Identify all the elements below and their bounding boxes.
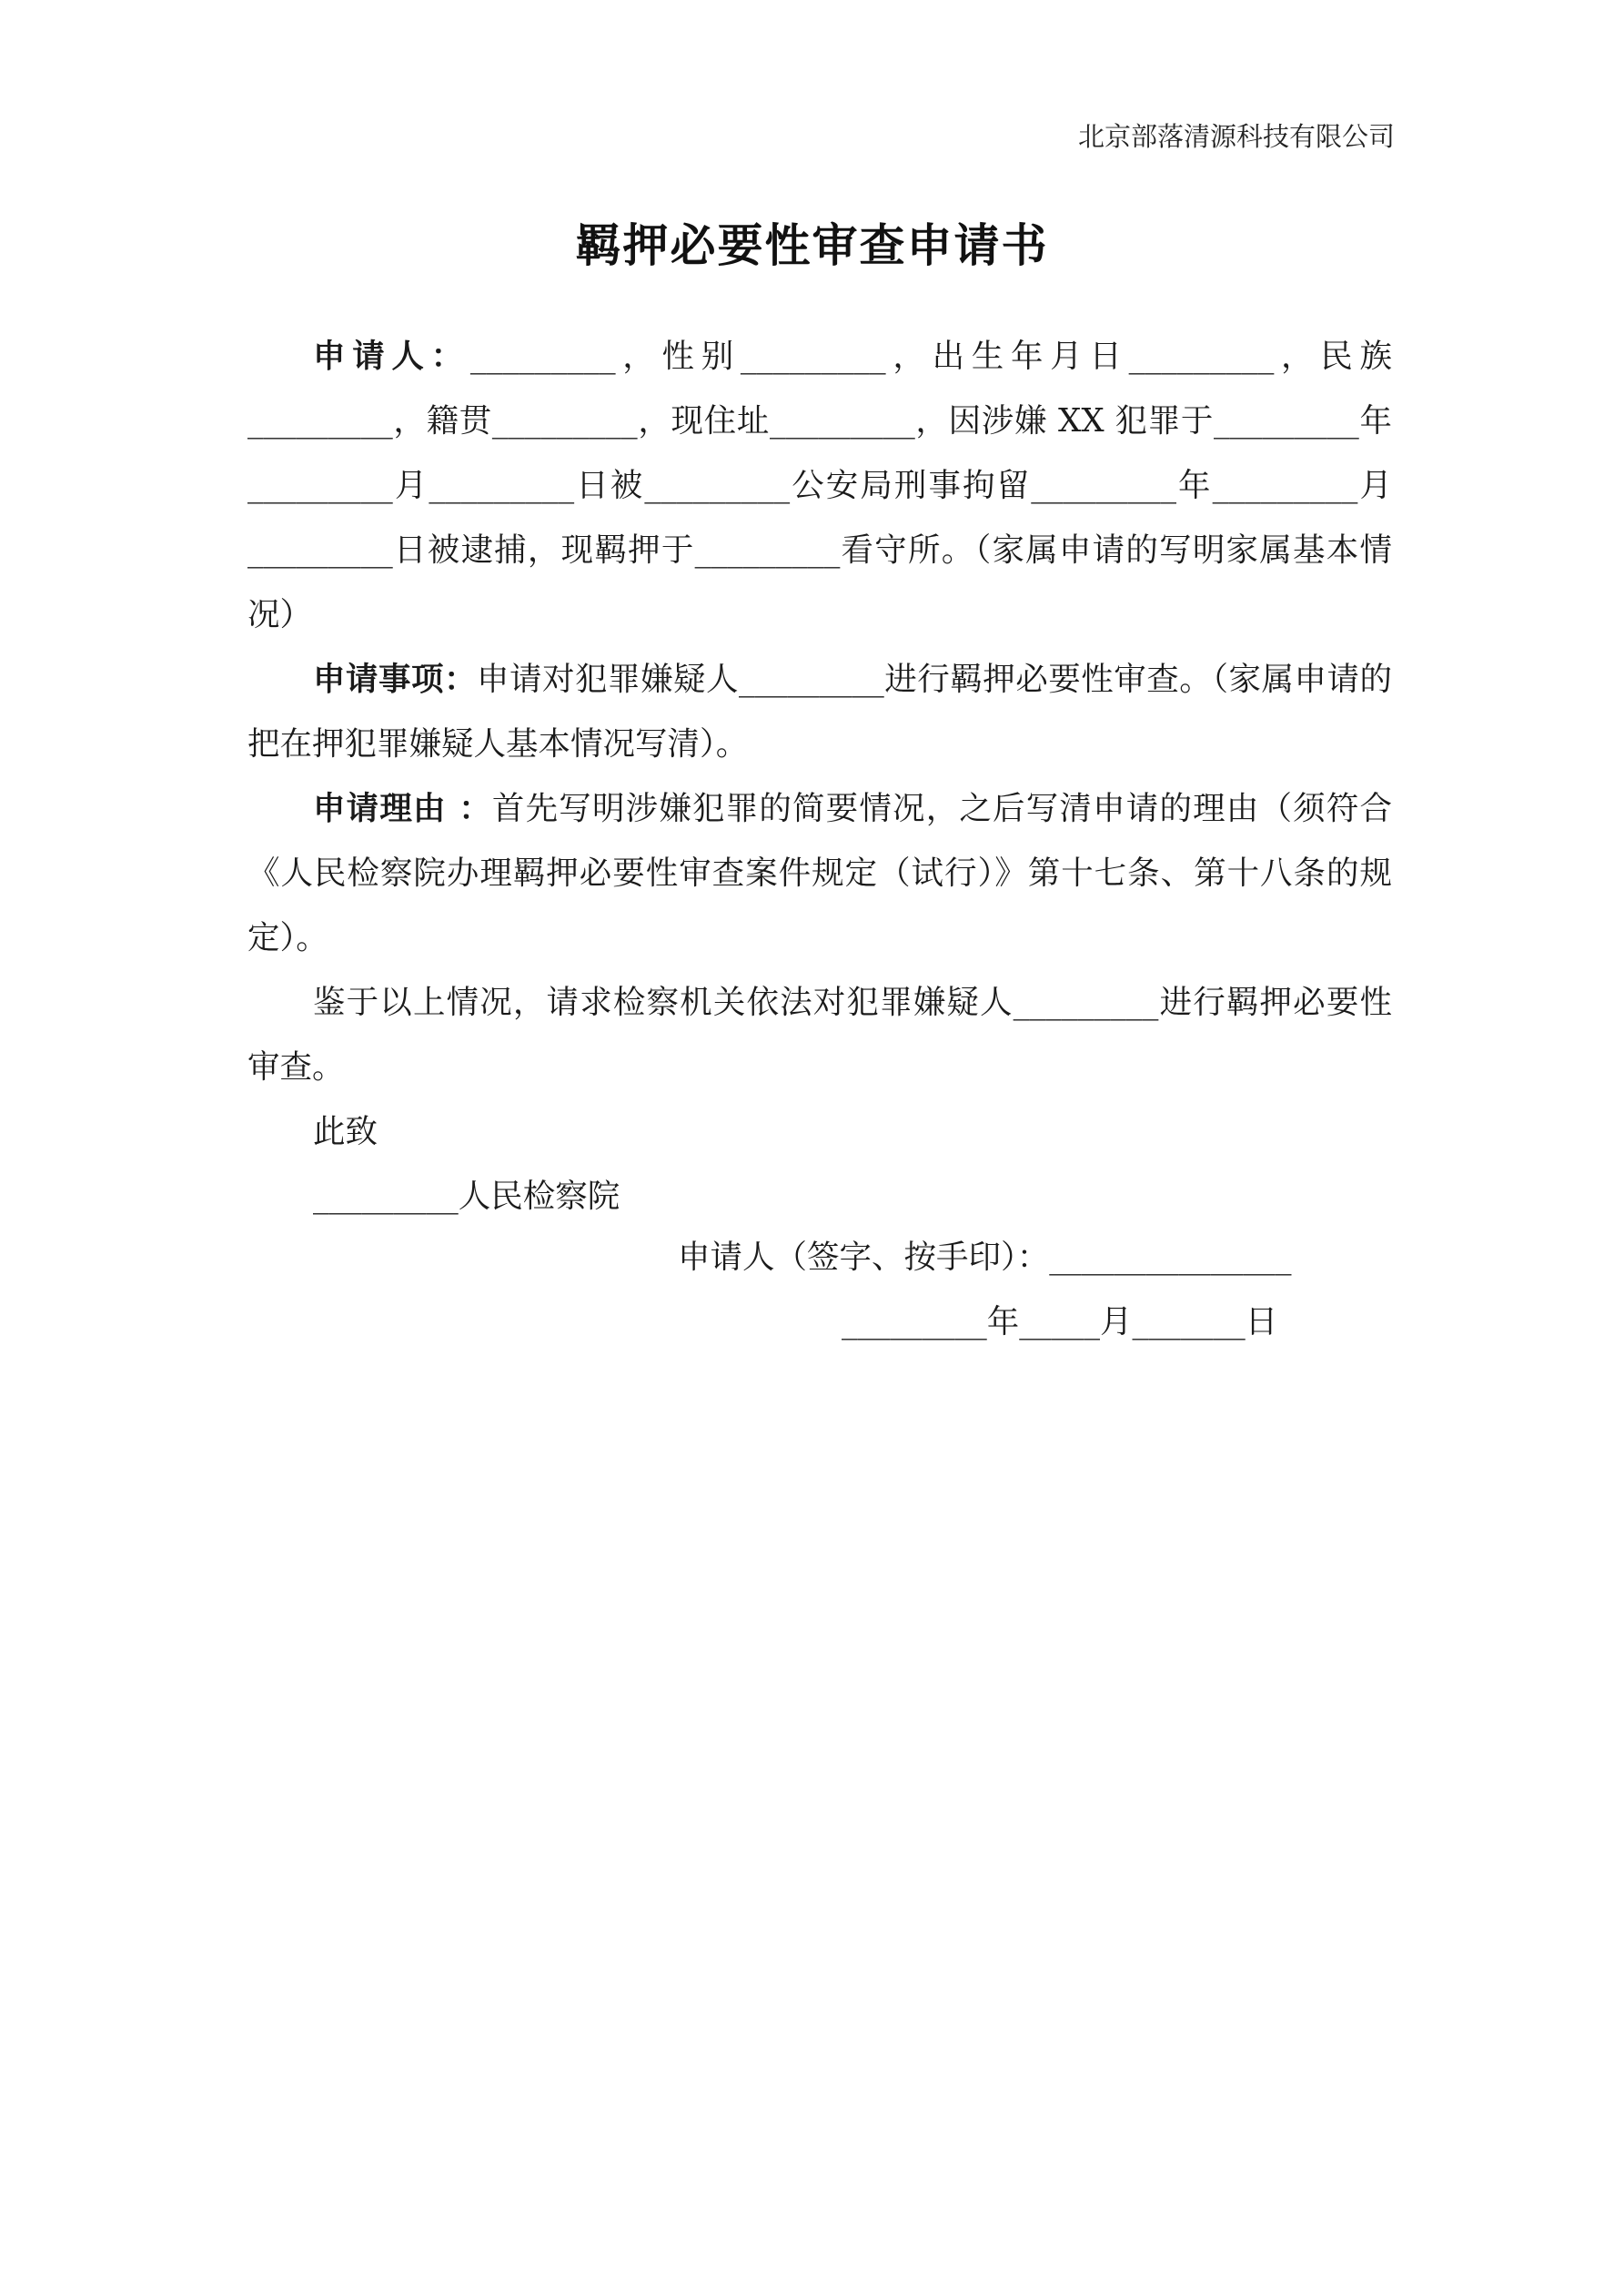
police-bureau-blank: _________ — [644, 467, 791, 504]
text: 公安局刑事拘留 — [790, 467, 1032, 504]
text: 看守所。（家属申请的写明家属基本情况） — [247, 531, 1392, 633]
address-blank: _________ — [770, 402, 915, 440]
name-blank: _________ — [469, 338, 616, 375]
text: 日被 — [574, 467, 645, 504]
reason-label: 申请理由 ： — [313, 790, 492, 827]
signature-line — [678, 1225, 1292, 1290]
company-name: 北京部落清源科技有限公司 — [1077, 121, 1395, 152]
text: 月 — [392, 467, 429, 504]
applicant-info-paragraph — [247, 324, 1392, 647]
date-month-blank: _____ — [1019, 1303, 1101, 1340]
text: 年 — [1175, 467, 1213, 504]
text: 月 — [1357, 467, 1392, 504]
day-blank: _________ — [429, 467, 575, 504]
salutation: 此致 — [313, 1113, 378, 1150]
gender-blank: _________ — [740, 338, 886, 375]
text: ，出生年月日 — [885, 338, 1129, 375]
date-month-label: 月 — [1100, 1303, 1133, 1340]
document-body — [247, 324, 1392, 1229]
date-day-label: 日 — [1245, 1303, 1278, 1340]
text: ，因涉嫌 XX 犯罪于 — [914, 402, 1215, 440]
detention-center-blank: _________ — [694, 531, 841, 569]
request-paragraph — [247, 970, 1392, 1099]
date-day-blank: _______ — [1132, 1303, 1246, 1340]
date-year-blank: _________ — [842, 1303, 987, 1340]
signature-label: 申请人（签字、按手印）： — [678, 1239, 1050, 1276]
request-text: 鉴于以上情况，请求检察机关依法对犯罪嫌疑人_________进行羁押必要性审查。 — [247, 984, 1392, 1086]
application-reason-paragraph — [247, 776, 1392, 970]
text: 年 — [1358, 402, 1392, 440]
signature-blank: _______________ — [1049, 1239, 1292, 1276]
recipient: _________人民检察院 — [313, 1178, 620, 1215]
document-title: 羁押必要性审查申请书 — [575, 219, 1049, 272]
applicant-label: 申请人： — [313, 338, 470, 375]
signature-date — [842, 1290, 1277, 1354]
matter-text: 申请对犯罪嫌疑人_________进行羁押必要性审查。（家属申请的把在押犯罪嫌疑人基本情况写清）。 — [247, 661, 1392, 763]
date-year-label: 年 — [986, 1303, 1020, 1340]
native-place-blank: _________ — [491, 402, 638, 440]
reason-text: 首先写明涉嫌犯罪的简要情况，之后写清申请的理由（须符合《人民检察院办理羁押必要性审查案件规定（试行）》第十七条、第十八条的规定）。 — [247, 790, 1392, 956]
text: ，性别 — [615, 338, 741, 375]
matter-label: 申请事项： — [313, 661, 477, 698]
application-matter-paragraph — [247, 647, 1392, 776]
year-blank: _________ — [1031, 467, 1176, 504]
text: ，民族 — [1274, 338, 1392, 375]
day-blank: _________ — [247, 531, 393, 569]
ethnicity-blank: _________ — [247, 402, 393, 440]
text: ，籍贯 — [392, 402, 492, 440]
month-blank: _________ — [1212, 467, 1358, 504]
birthdate-blank: _________ — [1128, 338, 1275, 375]
year-blank: _________ — [1214, 402, 1359, 440]
text: 日被逮捕，现羁押于 — [392, 531, 695, 569]
month-blank: _________ — [247, 467, 393, 504]
text: ，现住址 — [637, 402, 771, 440]
